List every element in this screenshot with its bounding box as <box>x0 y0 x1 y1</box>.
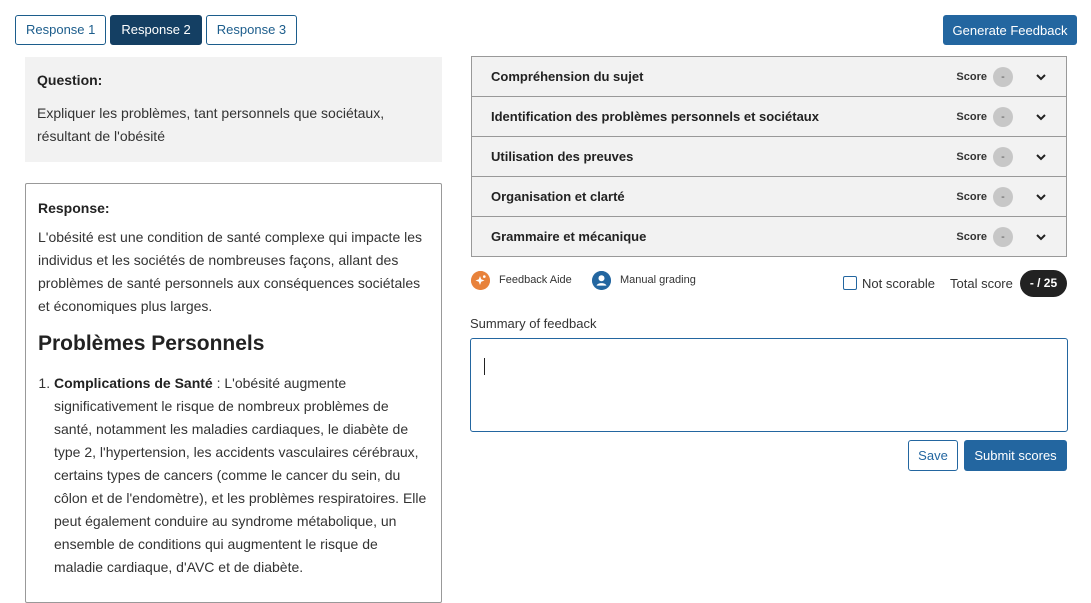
chevron-down-icon[interactable] <box>1035 71 1047 83</box>
summary-feedback-input[interactable] <box>470 338 1068 432</box>
chevron-down-icon[interactable] <box>1035 231 1047 243</box>
list-item <box>54 372 429 579</box>
list-item-title: Complications de Santé <box>54 375 213 391</box>
feedback-aide-icon[interactable] <box>471 271 490 290</box>
criterion-row[interactable] <box>472 97 1066 137</box>
criterion-score-badge: - <box>993 107 1013 127</box>
criterion-title: Identification des problèmes personnels et sociétaux <box>491 109 819 124</box>
user-icon[interactable] <box>592 271 611 290</box>
submit-scores-button[interactable]: Submit scores <box>964 440 1067 471</box>
tab-response-1[interactable]: Response 1 <box>15 15 106 45</box>
question-panel <box>25 57 442 162</box>
criterion-score-label: Score <box>956 190 987 203</box>
response-intro: L'obésité est une condition de santé complexe qui impacte les individus et les sociétés de nombreuses façons, allant des problèmes de santé personnels aux conséquences sociétales et économiques plus larges. <box>38 229 423 314</box>
criterion-score-label: Score <box>956 230 987 243</box>
total-score-badge: - / 25 <box>1020 270 1067 297</box>
text-caret <box>484 358 485 375</box>
response-panel <box>25 183 442 603</box>
list-item-text: : L'obésité augmente significativement le risque de nombreux problèmes de santé, notamment les maladies cardiaques, le diabète de type 2, l'hypertension, les accidents vasculaires cérébraux, certains types de cancers (comme le cancer du sein, du côlon et de l'endomètre), et les problèmes respiratoires. Elle peut également conduire au syndrome métabolique, un ensemble de conditions qui augmentent le risque de maladie cardiaque, d'AVC et de diabète. <box>54 375 427 575</box>
question-text: Expliquer les problèmes, tant personnels que sociétaux, résultant de l'obésité <box>37 105 385 144</box>
save-button[interactable]: Save <box>908 440 958 471</box>
not-scorable-checkbox[interactable] <box>843 276 857 290</box>
tab-response-3[interactable]: Response 3 <box>206 15 297 45</box>
rubric-criteria <box>471 56 1067 257</box>
feedback-aide-label[interactable]: Feedback Aide <box>499 274 572 286</box>
not-scorable-label: Not scorable <box>862 276 935 291</box>
criterion-row[interactable] <box>472 57 1066 97</box>
criterion-title: Compréhension du sujet <box>491 69 644 84</box>
chevron-down-icon[interactable] <box>1035 151 1047 163</box>
criterion-title: Utilisation des preuves <box>491 149 634 164</box>
criterion-score-badge: - <box>993 187 1013 207</box>
criterion-score-label: Score <box>956 70 987 83</box>
criterion-score-label: Score <box>956 150 987 163</box>
total-score-label: Total score <box>950 276 1013 291</box>
criterion-row[interactable] <box>472 217 1066 256</box>
criterion-score-badge: - <box>993 67 1013 87</box>
response-list <box>38 372 429 579</box>
criterion-title: Grammaire et mécanique <box>491 229 647 244</box>
response-heading: Problèmes Personnels <box>38 332 265 355</box>
grading-tools <box>471 270 1067 298</box>
criterion-title: Organisation et clarté <box>491 189 625 204</box>
criterion-score-label: Score <box>956 110 987 123</box>
question-label: Question: <box>37 72 103 88</box>
chevron-down-icon[interactable] <box>1035 191 1047 203</box>
tab-response-2[interactable]: Response 2 <box>110 15 201 45</box>
generate-feedback-button[interactable]: Generate Feedback <box>943 15 1077 45</box>
response-tabs <box>15 15 297 45</box>
summary-label: Summary of feedback <box>470 316 597 331</box>
criterion-row[interactable] <box>472 137 1066 177</box>
criterion-score-badge: - <box>993 147 1013 167</box>
chevron-down-icon[interactable] <box>1035 111 1047 123</box>
response-label: Response: <box>38 200 110 216</box>
criterion-score-badge: - <box>993 227 1013 247</box>
manual-grading-label[interactable]: Manual grading <box>620 274 696 286</box>
criterion-row[interactable] <box>472 177 1066 217</box>
